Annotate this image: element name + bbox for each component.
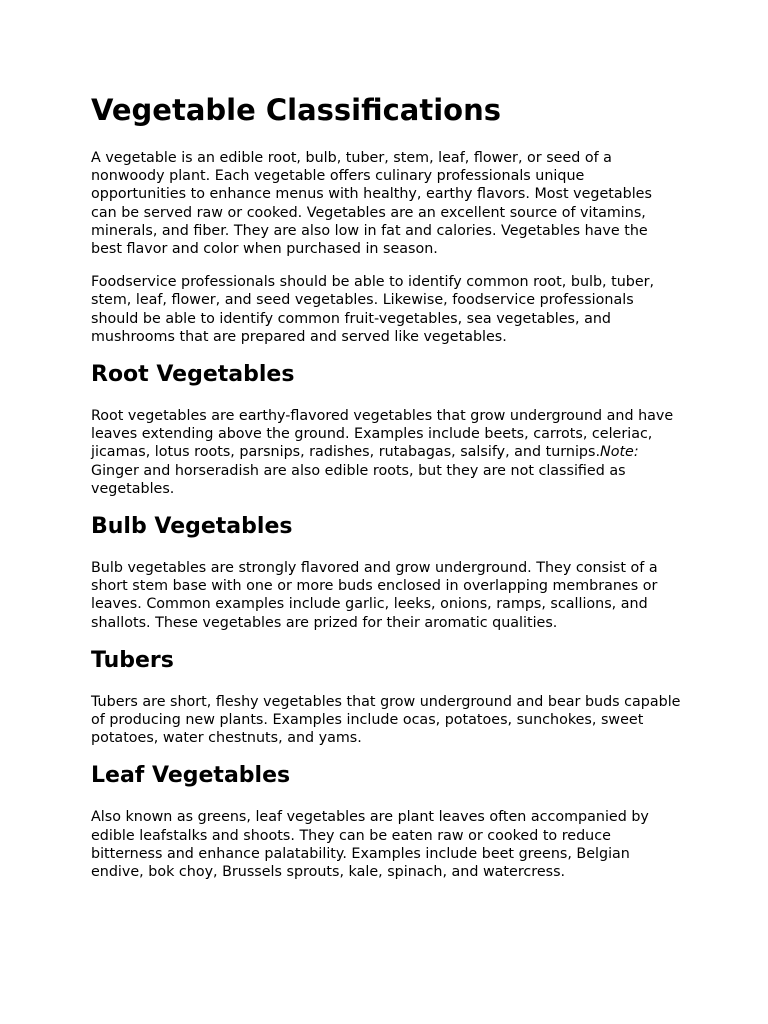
intro-paragraph-1: A vegetable is an edible root, bulb, tuber, stem, leaf, flower, or seed of a nonwoody plant. Each vegetable offers culinary professionals unique opportunities to enhance menus with healthy, earthy flavors. Most vegetables can be served raw or cooked. Vegetables are an excellent source of vitamins, minerals, and fiber. They are also low in fat and calories. Vegetables have the best flavor and color when purchased in season. [91, 150, 652, 258]
root-body-text: Root vegetables are earthy-flavored vegetables that grow underground and have leaves extending above the ground. Examples include beets, carrots, celeriac, jicamas, lotus roots, parsnips, radishes, rutabagas, salsify, and turnips. [91, 408, 674, 461]
section-body-leaf: Also known as greens, leaf vegetables are plant leaves often accompanied by edible leafstalks and shoots. They can be eaten raw or cooked to reduce bitterness and enhance palatability. Examples include beet greens, Belgian endive, bok choy, Brussels sprouts, kale, spinach, and watercress. [91, 809, 649, 881]
section-tubers [91, 646, 681, 748]
section-body-root [91, 407, 681, 498]
root-note-text: Ginger and horseradish are also edible roots, but they are not classified as vegetables. [91, 462, 626, 497]
root-note-label: Note: [600, 444, 639, 461]
section-heading-leaf: Leaf Vegetables [91, 763, 291, 789]
section-heading-root: Root Vegetables [91, 362, 295, 388]
section-body-tubers: Tubers are short, fleshy vegetables that grow underground and bear buds capable of producing new plants. Examples include ocas, potatoes, sunchokes, sweet potatoes, water chestnuts, and yams. [91, 693, 681, 747]
section-leaf-vegetables [91, 761, 681, 881]
section-bulb-vegetables [91, 512, 681, 632]
section-heading-tubers: Tubers [91, 647, 174, 673]
intro-paragraph-2: Foodservice professionals should be able to identify common root, bulb, tuber, stem, leaf, flower, and seed vegetables. Likewise, foodservice professionals should be able to identify common fruit-vegetables, sea vegetables, and mushrooms that are prepared and served like vegetables. [91, 274, 655, 345]
section-heading-bulb: Bulb Vegetables [91, 514, 293, 540]
section-body-bulb: Bulb vegetables are strongly flavored and grow underground. They consist of a short stem base with one or more buds enclosed in overlapping membranes or leaves. Common examples include garlic, leeks, onions, ramps, scallions, and shallots. These vegetables are prized for their aromatic qualities. [91, 560, 658, 631]
document-page [91, 90, 681, 896]
section-root-vegetables [91, 360, 681, 498]
page-title: Vegetable Classifications [91, 93, 501, 127]
